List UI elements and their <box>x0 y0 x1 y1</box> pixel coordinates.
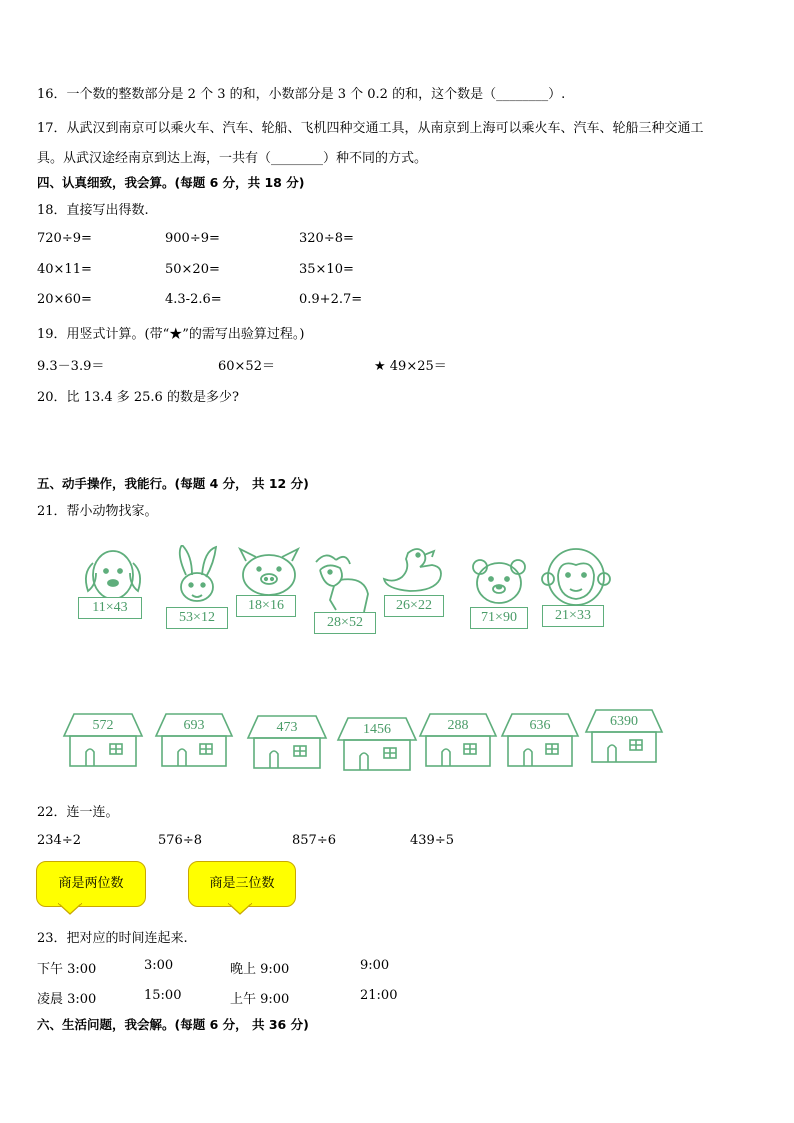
section-5-heading: 五、动手操作，我能行。(每题 4 分， 共 12 分) <box>37 476 309 491</box>
question-17-line2: 具。从武汉途经南京到达上海，一共有（________）种不同的方式。 <box>37 151 428 166</box>
question-17-line1: 17．从武汉到南京可以乘火车、汽车、轮船、飞机四种交通工具，从南京到上海可以乘火车、汽车、轮船三种交通工 <box>37 121 704 136</box>
calc-item: 40×11= <box>37 262 92 277</box>
house-number: 288 <box>447 718 469 733</box>
animal-label: 28×52 <box>314 612 376 634</box>
division-item: 857÷6 <box>292 833 336 848</box>
dog-icon <box>78 545 148 625</box>
time-item: 21:00 <box>360 988 398 1003</box>
calc-item: 50×20= <box>165 262 220 277</box>
animal-label: 18×16 <box>236 595 296 617</box>
quotient-two-digit-box <box>36 861 146 907</box>
vertical-calc-item: 60×52＝ <box>218 359 275 374</box>
time-item: 15:00 <box>144 988 182 1003</box>
house <box>500 710 580 768</box>
duck-icon <box>380 545 450 620</box>
house <box>584 706 664 764</box>
bubble-label: 商是三位数 <box>209 876 275 891</box>
calc-item: 20×60= <box>37 292 92 307</box>
goat-icon <box>306 550 376 635</box>
animal-label: 71×90 <box>470 607 528 629</box>
time-item: 上午 9:00 <box>230 992 290 1007</box>
bubble-pointer <box>58 903 82 915</box>
question-23: 23．把对应的时间连起来. <box>37 931 188 946</box>
time-item: 下午 3:00 <box>37 962 97 977</box>
house <box>336 714 418 772</box>
house-number: 473 <box>276 720 298 735</box>
house <box>154 710 234 768</box>
animal-label: 11×43 <box>78 597 142 619</box>
vertical-calc-item: 9.3－3.9＝ <box>37 359 105 374</box>
division-item: 439÷5 <box>410 833 454 848</box>
house-number: 572 <box>92 718 114 733</box>
house <box>62 710 144 768</box>
section-6-heading: 六、生活问题，我会解。(每题 6 分， 共 36 分) <box>37 1017 309 1032</box>
calc-item: 320÷8= <box>299 231 354 246</box>
question-16: 16．一个数的整数部分是 2 个 3 的和，小数部分是 3 个 0.2 的和，这个数是（________）. <box>37 87 566 102</box>
pig-icon <box>234 545 304 620</box>
time-item: 3:00 <box>144 958 174 973</box>
question-19: 19．用竖式计算。(带“★”的需写出验算过程。) <box>37 327 305 342</box>
division-item: 576÷8 <box>158 833 202 848</box>
section-4-heading: 四、认真细致，我会算。(每题 6 分，共 18 分) <box>37 175 305 190</box>
animal-label: 26×22 <box>384 595 444 617</box>
bear-icon <box>466 555 536 635</box>
question-21: 21．帮小动物找家。 <box>37 504 158 519</box>
rabbit-icon <box>162 545 232 630</box>
bubble-label: 商是两位数 <box>58 876 124 891</box>
calc-item: 35×10= <box>299 262 354 277</box>
house <box>246 712 328 770</box>
time-item: 凌晨 3:00 <box>37 992 97 1007</box>
calc-item: 900÷9= <box>165 231 220 246</box>
house-number: 1456 <box>363 722 391 737</box>
time-item: 晚上 9:00 <box>230 962 290 977</box>
question-22: 22．连一连。 <box>37 805 119 820</box>
monkey-icon <box>538 545 614 630</box>
quotient-three-digit-box <box>188 861 296 907</box>
house-number: 636 <box>529 718 551 733</box>
time-item: 9:00 <box>360 958 390 973</box>
animal-label: 21×33 <box>542 605 604 627</box>
calc-item: 0.9+2.7= <box>299 292 363 307</box>
question-20: 20．比 13.4 多 25.6 的数是多少? <box>37 390 239 405</box>
house-number: 6390 <box>610 714 638 729</box>
calc-item: 720÷9= <box>37 231 92 246</box>
calc-item: 4.3-2.6= <box>165 292 222 307</box>
house-number: 693 <box>183 718 205 733</box>
animal-label: 53×12 <box>166 607 228 629</box>
vertical-calc-item: ★ 49×25＝ <box>374 359 447 374</box>
bubble-pointer <box>228 903 252 915</box>
house <box>418 710 498 768</box>
division-item: 234÷2 <box>37 833 81 848</box>
question-18: 18．直接写出得数. <box>37 203 149 218</box>
